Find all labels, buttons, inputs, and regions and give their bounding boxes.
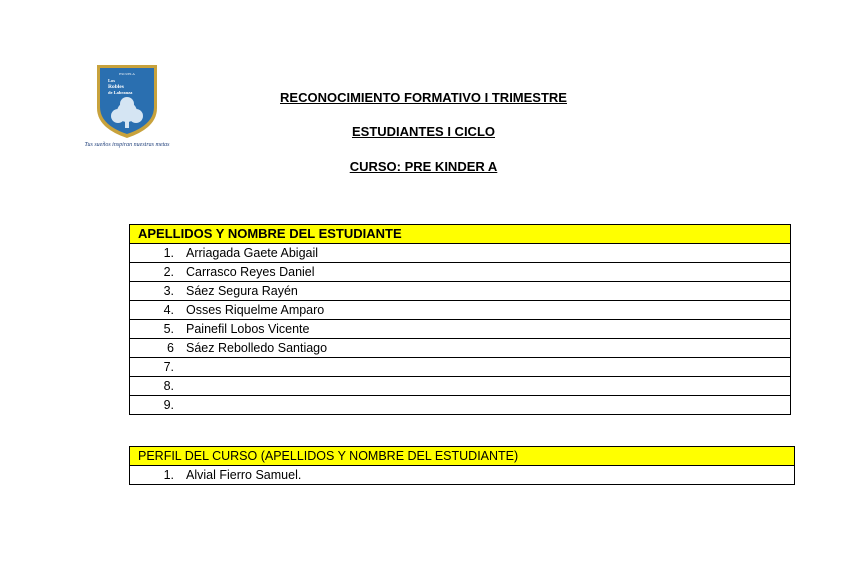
- document-subtitle: ESTUDIANTES I CICLO: [351, 124, 495, 139]
- student-name: Painefil Lobos Vicente: [186, 322, 310, 336]
- row-number: 7.: [163, 360, 174, 374]
- logo-name-line2: Robles: [108, 84, 124, 90]
- student-name: Sáez Rebolledo Santiago: [186, 341, 328, 355]
- school-logo: [62, 62, 192, 154]
- students-table-header: APELLIDOS Y NOMBRE DEL ESTUDIANTE: [130, 225, 791, 244]
- row-number: 5.: [163, 322, 174, 336]
- table-cell: [130, 282, 791, 301]
- table-row: [130, 320, 791, 339]
- profile-table: [129, 446, 795, 485]
- table-cell: [130, 358, 791, 377]
- profile-table-header: PERFIL DEL CURSO (APELLIDOS Y NOMBRE DEL ESTUDIANTE): [130, 447, 795, 466]
- logo-motto: Tus sueños inspiran nuestras metas: [84, 142, 170, 148]
- table-row: [130, 263, 791, 282]
- student-name: Alvial Fierro Samuel.: [186, 468, 302, 482]
- table-cell: [130, 396, 791, 415]
- table-cell: [130, 320, 791, 339]
- table-row: [130, 466, 795, 485]
- table-cell: [130, 339, 791, 358]
- table-row: [130, 377, 791, 396]
- student-name: Osses Riquelme Amparo: [186, 303, 325, 317]
- table-row: [130, 244, 791, 263]
- table-cell: [130, 301, 791, 320]
- student-name: Sáez Segura Rayén: [186, 284, 298, 298]
- course-title: CURSO: PRE KINDER A: [349, 159, 498, 174]
- row-number: 1.: [163, 246, 174, 260]
- row-number: 1.: [163, 468, 174, 482]
- table-cell: [130, 377, 791, 396]
- logo-top-text: ESCUELA: [119, 72, 135, 76]
- table-row: [130, 358, 791, 377]
- table-row: [130, 282, 791, 301]
- table-row: [130, 339, 791, 358]
- table-cell: [130, 263, 791, 282]
- document-title: RECONOCIMIENTO FORMATIVO I TRIMESTRE: [280, 90, 567, 105]
- row-number: 2.: [163, 265, 174, 279]
- logo-name-line1: Los: [108, 78, 116, 83]
- table-cell: [130, 466, 795, 485]
- table-row: [130, 301, 791, 320]
- row-number: 9.: [163, 398, 174, 412]
- row-number: 4.: [163, 303, 174, 317]
- student-name: Arriagada Gaete Abigail: [186, 246, 319, 260]
- table-cell: [130, 244, 791, 263]
- row-number: 3.: [163, 284, 174, 298]
- row-number: 6: [167, 341, 174, 355]
- student-name: Carrasco Reyes Daniel: [186, 265, 315, 279]
- logo-name-line3: de Labranza: [108, 90, 133, 95]
- row-number: 8.: [163, 379, 174, 393]
- table-row: [130, 396, 791, 415]
- students-table: [129, 224, 791, 415]
